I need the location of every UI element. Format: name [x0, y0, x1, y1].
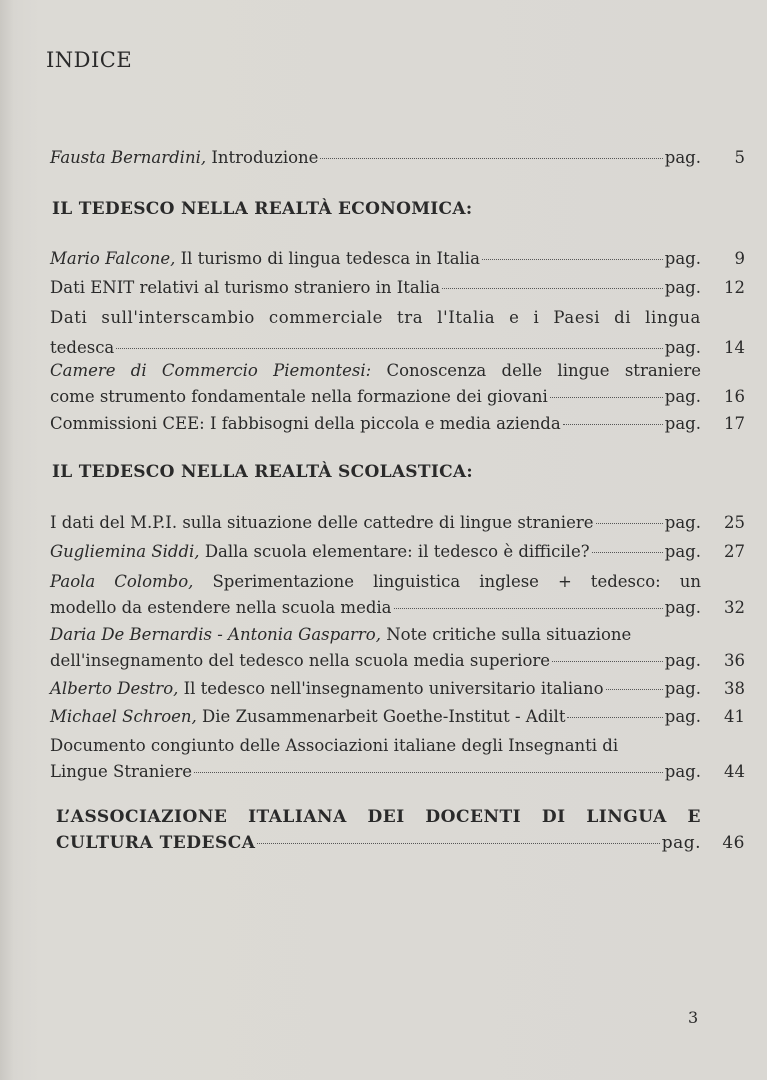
- pag-label: pag.: [664, 148, 701, 167]
- entry-title: dell'insegnamento del tedesco nella scuola media superiore: [50, 651, 551, 670]
- toc-entry: [50, 676, 745, 702]
- entry-page: 41: [724, 707, 745, 726]
- pag-label: pag.: [664, 513, 701, 532]
- entry-author: Camere di Commercio Piemontesi:: [50, 361, 372, 380]
- entry-page: 9: [734, 249, 745, 268]
- entry-title: CULTURA TEDESCA: [56, 833, 256, 853]
- pag-label: pag.: [664, 542, 701, 561]
- pag-label: pag.: [661, 833, 701, 853]
- entry-title-line1: Dati sull'interscambio commerciale tra l'Italia e i Paesi di lingua: [50, 308, 701, 327]
- entry-title: Dalla scuola elementare: il tedesco è difficile?: [204, 542, 590, 561]
- entry-title: I dati del M.P.I. sulla situazione delle cattedre di lingue straniere: [50, 513, 594, 532]
- entry-page: 27: [724, 542, 745, 561]
- toc-entry: [50, 246, 745, 272]
- section-heading-associazione: L’ASSOCIAZIONE ITALIANA DEI DOCENTI DI LINGUA E: [56, 807, 701, 827]
- leader-dots: [257, 843, 659, 844]
- pag-label: pag.: [664, 707, 701, 726]
- entry-page: 16: [724, 387, 745, 406]
- entry-page: 5: [734, 148, 745, 167]
- entry-page: 36: [724, 651, 745, 670]
- pag-label: pag.: [664, 387, 701, 406]
- toc-entry: [50, 622, 745, 674]
- entry-page: 38: [724, 679, 745, 698]
- page-title: INDICE: [46, 48, 133, 72]
- leader-dots: [394, 608, 663, 609]
- entry-title: come strumento fondamentale nella formazione dei giovani: [50, 387, 548, 406]
- leader-dots: [116, 348, 663, 349]
- pag-label: pag.: [664, 278, 701, 297]
- entry-title-line1: Sperimentazione linguistica inglese + tedesco: un: [212, 572, 702, 591]
- entry-author: Fausta Bernardini,: [50, 148, 207, 167]
- entry-author: Paola Colombo,: [50, 572, 194, 591]
- entry-author: Daria De Bernardis - Antonia Gasparro,: [50, 625, 381, 644]
- toc-entry: [50, 569, 745, 621]
- entry-title: Die Zusammenarbeit Goethe-Institut - Adilt: [202, 707, 566, 726]
- entry-page: 44: [724, 762, 745, 781]
- entry-page: 25: [724, 513, 745, 532]
- toc-entry-associazione: [56, 804, 745, 856]
- toc-entry: [50, 305, 745, 361]
- toc-entry-intro: [50, 145, 745, 171]
- pag-label: pag.: [664, 414, 701, 433]
- toc-entry: [50, 704, 745, 730]
- entry-title-line1: Documento congiunto delle Associazioni italiane degli Insegnanti di: [50, 736, 619, 755]
- pag-label: pag.: [664, 762, 701, 781]
- entry-title-line1: Conoscenza delle lingue straniere: [386, 361, 701, 380]
- pag-label: pag.: [664, 338, 701, 357]
- entry-author: Alberto Destro,: [50, 679, 179, 698]
- leader-dots: [552, 661, 663, 662]
- toc-entry: [50, 510, 745, 536]
- entry-page: 32: [724, 598, 745, 617]
- toc-entry: [50, 275, 745, 301]
- entry-title: tedesca: [50, 338, 115, 357]
- leader-dots: [194, 772, 663, 773]
- toc-entry: [50, 358, 745, 410]
- pag-label: pag.: [664, 249, 701, 268]
- leader-dots: [596, 523, 663, 524]
- leader-dots: [567, 717, 662, 718]
- page-number: 3: [688, 1008, 699, 1027]
- entry-title: Lingue Straniere: [50, 762, 193, 781]
- toc-entry: [50, 733, 745, 785]
- entry-author: Gugliemina Siddi,: [50, 542, 200, 561]
- entry-page: 14: [724, 338, 745, 357]
- leader-dots: [320, 158, 662, 159]
- entry-page: 12: [724, 278, 745, 297]
- pag-label: pag.: [664, 679, 701, 698]
- leader-dots: [482, 259, 663, 260]
- entry-page: 46: [722, 833, 745, 853]
- leader-dots: [606, 689, 663, 690]
- toc-entry: [50, 411, 745, 437]
- entry-author: Mario Falcone,: [50, 249, 176, 268]
- pag-label: pag.: [664, 598, 701, 617]
- leader-dots: [442, 288, 663, 289]
- leader-dots: [550, 397, 663, 398]
- entry-title: Commissioni CEE: I fabbisogni della piccola e media azienda: [50, 414, 561, 433]
- entry-title: Dati ENIT relativi al turismo straniero in Italia: [50, 278, 441, 297]
- entry-title: Il tedesco nell'insegnamento universitario italiano: [183, 679, 604, 698]
- section-heading-scolastica: IL TEDESCO NELLA REALTÀ SCOLASTICA:: [52, 462, 473, 482]
- pag-label: pag.: [664, 651, 701, 670]
- entry-page: 17: [724, 414, 745, 433]
- entry-author: Michael Schroen,: [50, 707, 197, 726]
- leader-dots: [592, 552, 663, 553]
- toc-entry: [50, 539, 745, 565]
- entry-title-line1: Note critiche sulla situazione: [386, 625, 632, 644]
- leader-dots: [563, 424, 663, 425]
- entry-title: Il turismo di lingua tedesca in Italia: [180, 249, 480, 268]
- entry-title: modello da estendere nella scuola media: [50, 598, 392, 617]
- entry-title: Introduzione: [211, 148, 319, 167]
- section-heading-economica: IL TEDESCO NELLA REALTÀ ECONOMICA:: [52, 199, 473, 219]
